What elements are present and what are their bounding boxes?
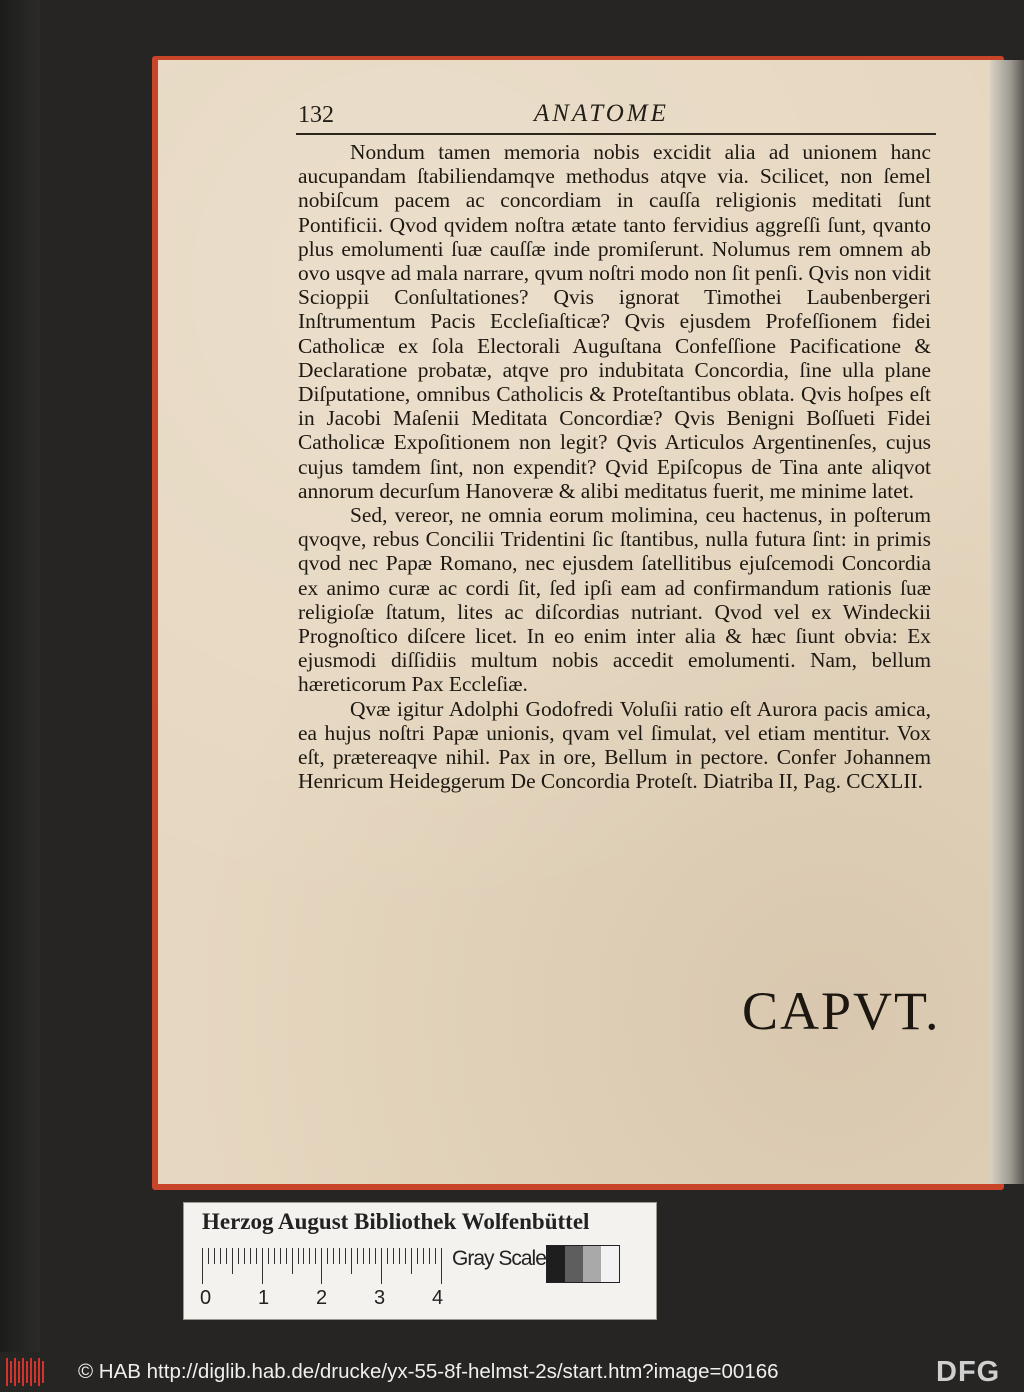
- ruler-tick: [238, 1248, 239, 1264]
- ruler-tick: [220, 1248, 221, 1264]
- running-head: ANATOME: [534, 100, 669, 127]
- ruler-tick: [202, 1248, 203, 1284]
- ruler-tick: [274, 1248, 275, 1264]
- ruler-tick: [250, 1248, 251, 1264]
- ruler-tick: [423, 1248, 424, 1264]
- library-name: Herzog August Bibliothek Wolfenbüttel: [202, 1209, 590, 1234]
- catchword: CAPVT.: [742, 981, 941, 1041]
- page-number: 132: [298, 102, 334, 128]
- ruler-number: 4: [432, 1287, 444, 1309]
- gray-scale-swatches: [546, 1245, 620, 1283]
- ruler-tick: [333, 1248, 334, 1264]
- color-target-card: [183, 1202, 657, 1320]
- ruler-tick: [208, 1248, 209, 1264]
- page-header: [296, 100, 936, 134]
- ruler-number: 3: [374, 1287, 386, 1309]
- ruler-tick: [435, 1248, 436, 1264]
- ruler-tick: [286, 1248, 287, 1264]
- page-body-text: [298, 140, 931, 793]
- logo-bar: [30, 1358, 32, 1386]
- ruler-tick: [345, 1248, 346, 1264]
- ruler-tick: [339, 1248, 340, 1264]
- ruler-tick: [393, 1248, 394, 1264]
- ruler-tick: [375, 1248, 376, 1264]
- gray-swatch: [547, 1246, 565, 1282]
- ruler-tick: [262, 1248, 263, 1284]
- ruler-tick: [351, 1248, 352, 1274]
- gray-swatch: [565, 1246, 583, 1282]
- ruler-tick: [369, 1248, 370, 1264]
- ruler-tick: [226, 1248, 227, 1264]
- ruler-tick: [309, 1248, 310, 1264]
- gray-swatch: [601, 1246, 619, 1282]
- book-spine-left: [0, 0, 40, 1392]
- ruler-tick: [303, 1248, 304, 1264]
- ruler-tick: [315, 1248, 316, 1264]
- ruler-number: 0: [200, 1287, 212, 1309]
- measurement-ruler: [202, 1248, 442, 1286]
- gray-scale-label: Gray Scale: [452, 1247, 546, 1270]
- logo-bar: [18, 1361, 20, 1383]
- next-page-strip: [990, 60, 1024, 1184]
- copyright-link[interactable]: © HAB http://diglib.hab.de/drucke/yx-55-8f-helmst-2s/start.htm?image=00166: [78, 1360, 779, 1383]
- dfg-logo: DFG: [936, 1356, 1001, 1388]
- ruler-tick: [292, 1248, 293, 1274]
- logo-bar: [10, 1361, 12, 1383]
- logo-bar: [14, 1358, 16, 1386]
- ruler-tick: [381, 1248, 382, 1284]
- paragraph-3: Qvæ igitur Adolphi Godofredi Voluſii ratio eſt Aurora pacis amica, ea hujus noſtri Papæ unionis, qvam vel ſimulat, vel etiam mentitur. Vox eſt, prætereaqve nihil. Pax in ore, Bellum in pectore. Confer Johannem Henricum Heideggerum De Concordia Proteſt. Diatriba II, Pag. CCXLII.: [298, 696, 931, 794]
- ruler-tick: [298, 1248, 299, 1264]
- ruler-number: 2: [316, 1287, 328, 1309]
- ruler-tick: [280, 1248, 281, 1264]
- gray-swatch: [583, 1246, 601, 1282]
- logo-bar: [38, 1358, 40, 1386]
- ruler-tick: [232, 1248, 233, 1274]
- paragraph-1: Nondum tamen memoria nobis excidit alia ad unionem hanc aucupandam ſtabiliendamqve methodus atqve via. Scilicet, non ſemel nobiſcum pacem ac concordiam in cauſſa religionis meditati ſunt Pontificii. Qvod qvidem noſtra ætate tanto fervidius aggreſſi ſunt, qvanto plus emolumenti ſuæ cauſſæ inde promiſerunt. Nolumus rem omnem ab ovo usqve ad mala narrare, qvum noſtri modo non ſit penſi. Qvis non vidit Scioppii Conſultationes? Qvis ignorat Timothei Laubenbergeri Inſtrumentum Pacis Eccleſiaſticæ? Qvis ejusdem Profeſſionem fidei Catholicæ ex ſola Electorali Auguſtana Confeſſione Pacificatione & Declaratione probatæ, atqve pro indubitata Concordia, ſine ulla plane Diſputatione, omnibus Catholicis & Proteſtantibus oblata. Qvis hoſpes eſt in Jacobi Maſenii Meditata Concordiæ? Qvis Benigni Boſſueti Fidei Catholicæ Expoſitionem non legit? Qvis Articulos Argentinenſes, cujus cujus tamdem ſint, non expendit? Qvid Epiſcopus de Tina ante aliqvot annorum decurſum Hanoveræ & alibi meditatus fuerit, me minime latet.: [298, 140, 931, 503]
- ruler-tick: [363, 1248, 364, 1264]
- paragraph-2: Sed, vereor, ne omnia eorum molimina, ceu hactenus, in poſterum qvoqve, rebus Concilii Tridentini ſic ſtantibus, nulla futura ſint: in primis qvod nec Papæ Romano, nec ejusdem ſatellitibus ejuſcemodi Concordia ex animo curæ ac cordi ſit, ſed ipſi eam ad confirmandum rationis ſuæ religioſæ ſtatum, lites ac diſcordias nutriant. Qvod vel ex Windeckii Prognoſtico diſcere licet. In eo enim inter alia & hæc ſiunt obvia: Ex ejusmodi diſſidiis multum nobis accedit emolumenti. Nam, bellum hæreticorum Pax Eccleſiæ.: [298, 503, 931, 697]
- ruler-tick: [387, 1248, 388, 1264]
- header-rule: [296, 133, 936, 135]
- ruler-tick: [399, 1248, 400, 1264]
- ruler-tick: [357, 1248, 358, 1264]
- ruler-tick: [411, 1248, 412, 1274]
- ruler-number: 1: [258, 1287, 270, 1309]
- ruler-tick: [429, 1248, 430, 1264]
- hab-logo-icon: [6, 1358, 46, 1386]
- ruler-tick: [441, 1248, 442, 1284]
- viewer-footer: [0, 1352, 1024, 1392]
- ruler-tick: [417, 1248, 418, 1264]
- ruler-tick: [405, 1248, 406, 1264]
- logo-bar: [34, 1361, 36, 1383]
- ruler-tick: [214, 1248, 215, 1264]
- ruler-numbers: [196, 1287, 456, 1313]
- logo-bar: [42, 1361, 44, 1383]
- ruler-tick: [244, 1248, 245, 1264]
- ruler-tick: [268, 1248, 269, 1264]
- logo-bar: [22, 1358, 24, 1386]
- logo-bar: [6, 1358, 8, 1386]
- ruler-tick: [327, 1248, 328, 1264]
- ruler-tick: [256, 1248, 257, 1264]
- logo-bar: [26, 1361, 28, 1383]
- ruler-tick: [321, 1248, 322, 1284]
